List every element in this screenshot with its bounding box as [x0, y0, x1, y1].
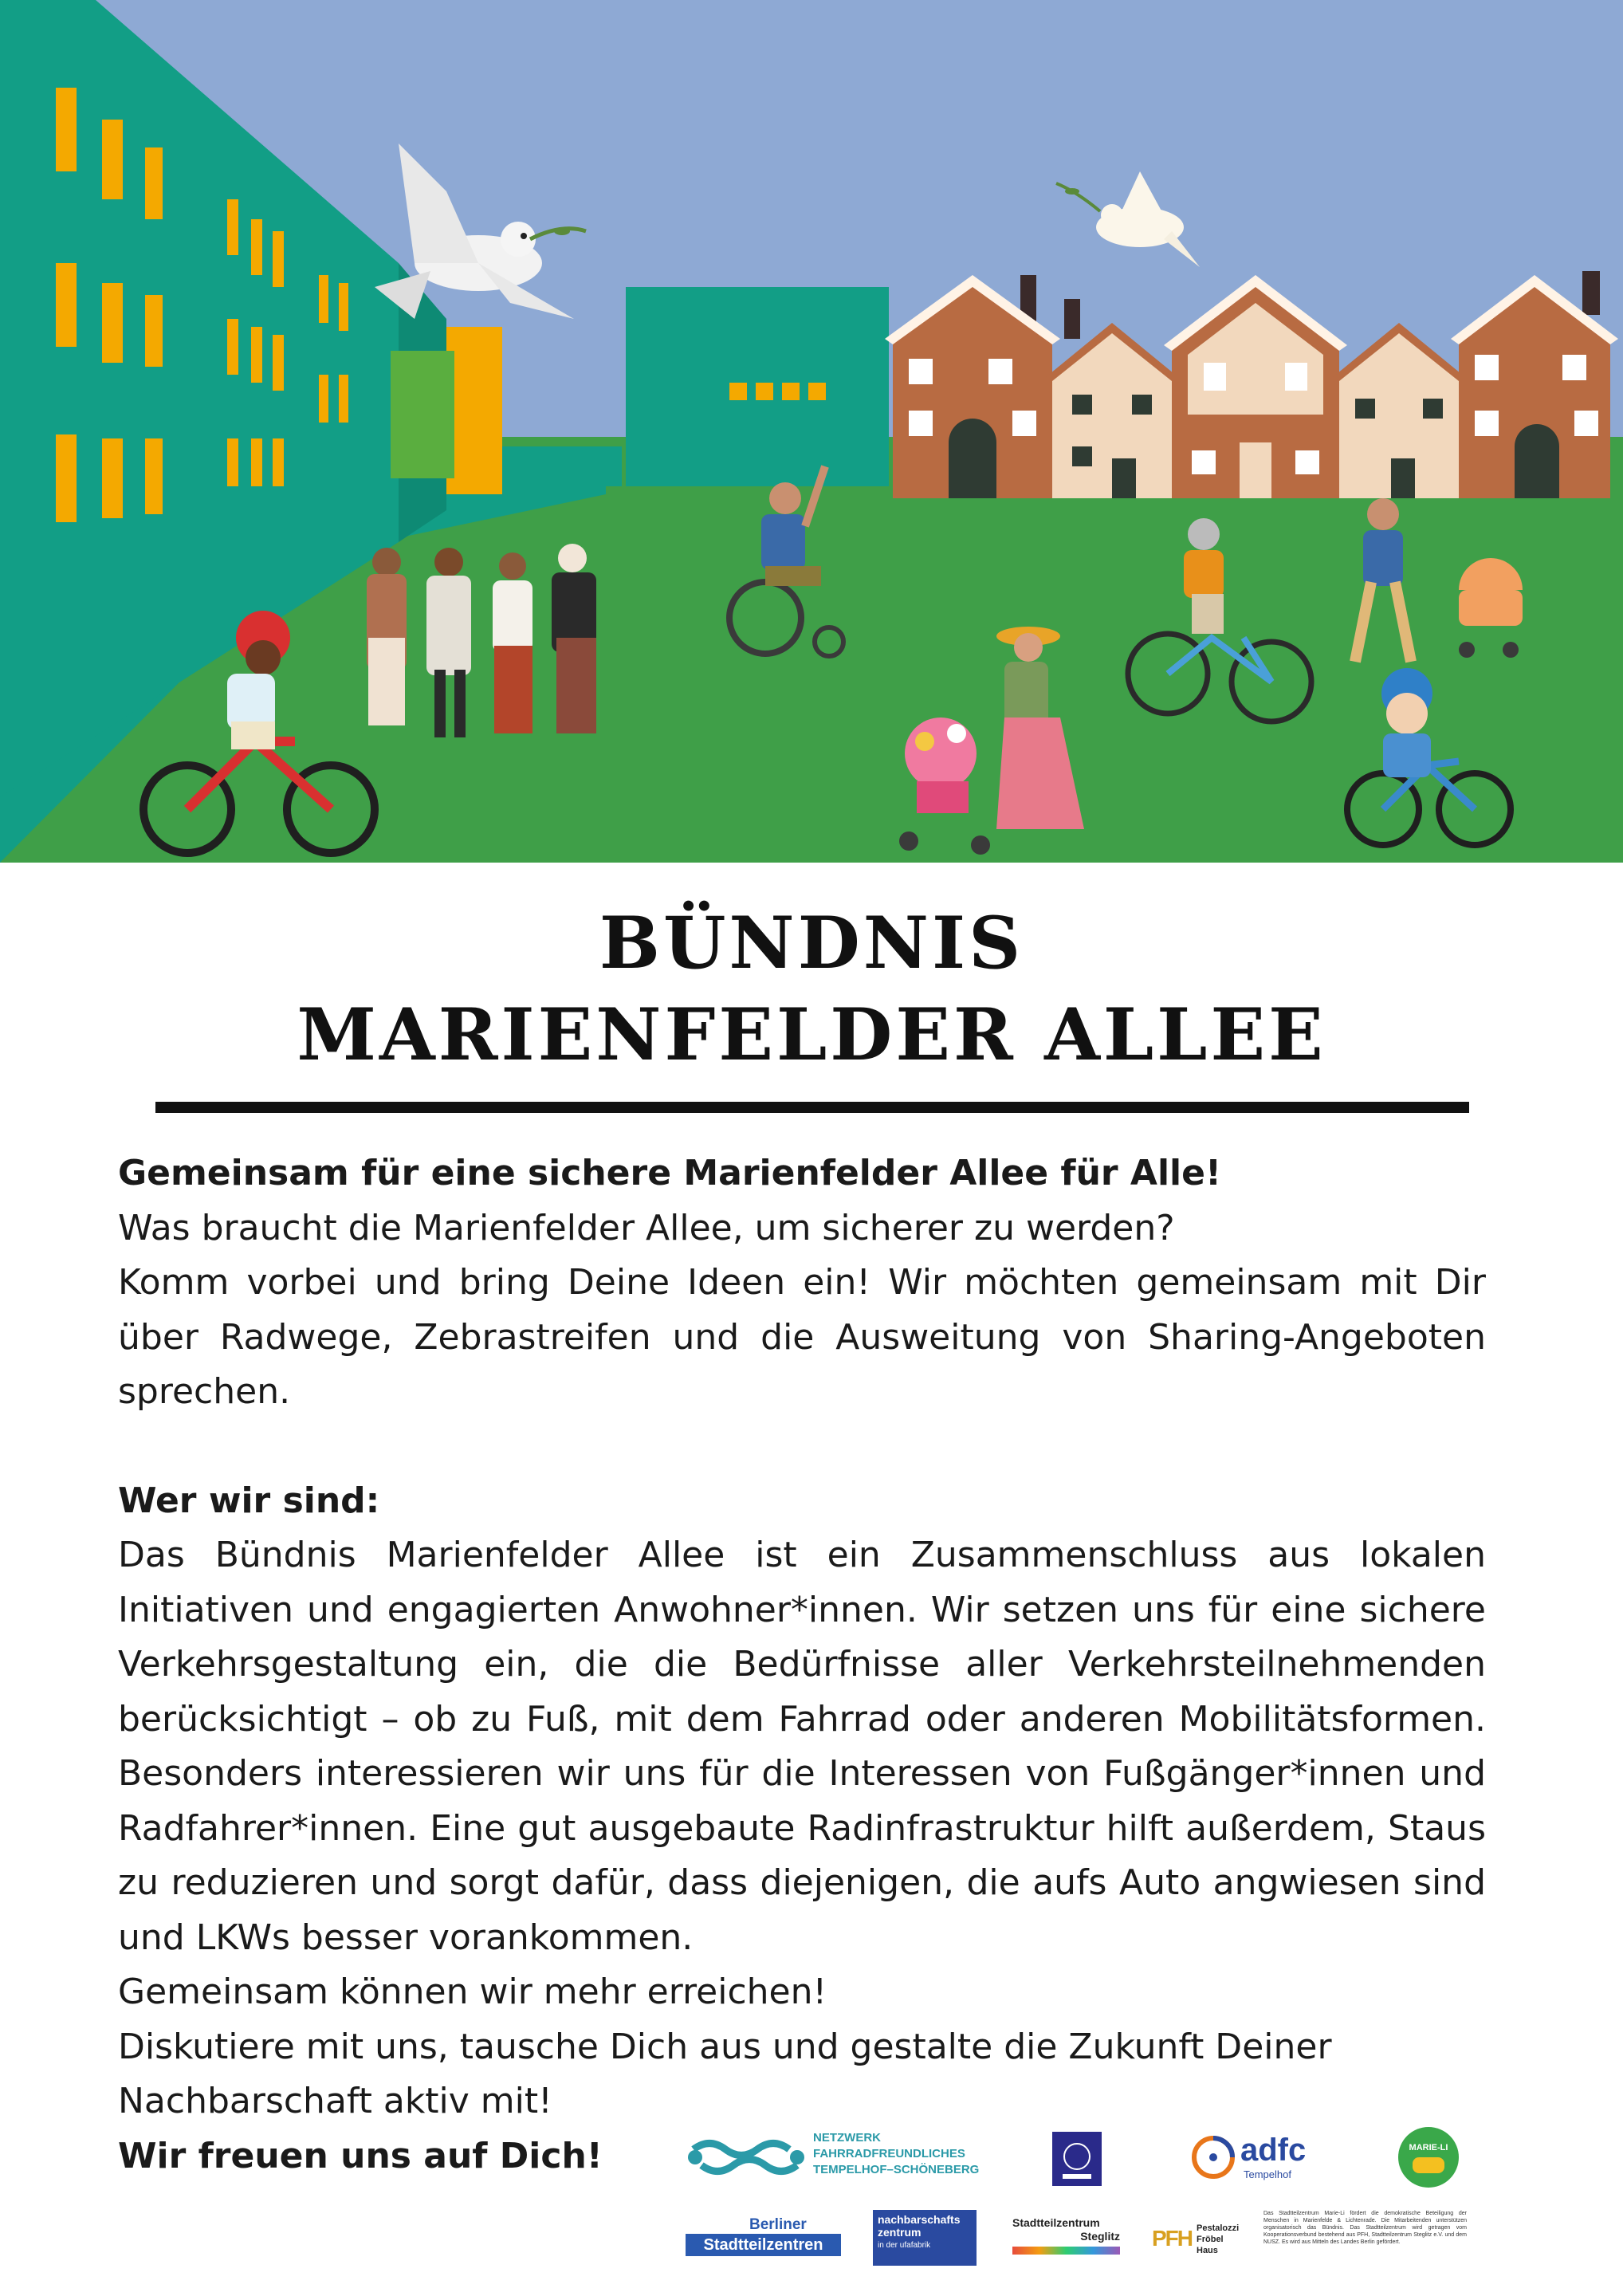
nachbar-line-3: in der ufafabrik — [878, 2241, 931, 2250]
logo-berliner-stadtteilzentren — [686, 2216, 841, 2258]
adfc-sub: Tempelhof — [1244, 2168, 1291, 2180]
nachbar-line-1: nachbarschafts — [878, 2213, 961, 2226]
discuss-text: Diskutiere mit uns, tausche Dich aus und gestalte die Zukunft Deiner — [118, 2026, 1332, 2067]
logo-nachbarschaftszentrum — [873, 2210, 977, 2266]
steglitz-line-1: Stadtteilzentrum — [1012, 2216, 1100, 2229]
row-houses — [885, 271, 1618, 498]
steglitz-people-icon — [1012, 2247, 1120, 2255]
logo-stadtteilzentrum-steglitz — [1012, 2216, 1120, 2264]
flyer-body — [118, 1146, 1486, 2184]
who-text: Das Bündnis Marienfelder Allee ist ein Zusammenschluss aus lokalen Initiativen und engagierten Anwohner*innen. Wir setzen uns für eine sichere Verkehrsgestaltung ein, die die Bedürfnisse aller Verkehrsteilnehmenden berücksichtigt – ob zu Fuß, mit dem Fahrrad oder anderen Mobilitätsformen. Besonders interessieren wir uns für die Interessen von Fußgänger*innen und Radfahrer*innen. Eine gut ausgebaute Radinfrastruktur hilft außerdem, Staus zu reduzieren und sorgt dafür, dass diejenigen, die aufs Auto angwiesen sind und LKWs besser vorankommen. — [118, 1535, 1486, 1958]
bike-chain-icon — [686, 2133, 805, 2181]
logo-netzwerk-fahrradfreundlich — [686, 2130, 988, 2186]
hero-illustration — [0, 0, 1623, 863]
netzwerk-line-2: FAHRRADFREUNDLICHES — [813, 2147, 965, 2160]
teal-side-building — [502, 446, 622, 486]
together-text: Gemeinsam können wir mehr erreichen! — [118, 1972, 827, 2012]
green-building — [391, 351, 454, 478]
logo-emblem — [1052, 2132, 1102, 2186]
adfc-ring-icon — [1188, 2132, 1239, 2183]
adfc-name: adfc — [1240, 2133, 1307, 2168]
nachbar-line-2: zentrum — [878, 2226, 922, 2239]
emblem-icon — [1055, 2134, 1099, 2184]
closing-text: Wir freuen uns auf Dich! — [118, 2135, 603, 2176]
yellow-building — [446, 327, 502, 494]
who-heading: Wer wir sind: — [118, 1480, 380, 1521]
marieli-label: MARIE-LI — [1409, 2143, 1448, 2152]
title-line-1: BÜNDNIS — [599, 901, 1024, 985]
pfh-line-2: Fröbel — [1197, 2235, 1224, 2244]
steglitz-line-2: Steglitz — [1080, 2230, 1120, 2243]
logo-pestalozzi-froebel-haus — [1152, 2223, 1248, 2264]
berliner-line-2: Stadtteilzentren — [686, 2234, 841, 2256]
body-heading: Gemeinsam für eine sichere Marienfelder Allee für Alle! — [118, 1153, 1222, 1193]
netzwerk-line-1: NETZWERK — [813, 2131, 881, 2145]
marieli-emblem — [1413, 2157, 1444, 2173]
netzwerk-line-3: TEMPELHOF–SCHÖNEBERG — [813, 2163, 980, 2176]
teal-block-building — [626, 287, 889, 486]
pfh-mark: PFH — [1152, 2226, 1192, 2251]
pfh-line-3: Haus — [1197, 2246, 1218, 2255]
berliner-line-1: Berliner — [749, 2216, 807, 2233]
logo-adfc — [1188, 2132, 1331, 2188]
title-divider — [155, 1102, 1469, 1113]
partner-logos — [678, 2121, 1483, 2280]
neighborhood-text: Nachbarschaft aktiv mit! — [118, 2081, 552, 2121]
pfh-line-1: Pestalozzi — [1197, 2223, 1240, 2233]
title-line-2: MARIENFELDER ALLEE — [297, 993, 1326, 1077]
body-invite: Komm vorbei und bring Deine Ideen ein! Wir möchten gemeinsam mit Dir über Radwege, Zebrastreifen und die Ausweitung von Sharing-Angeboten sprechen. — [118, 1262, 1486, 1412]
funding-disclaimer: Das Stadtteilzentrum Marie-Li fördert die demokratische Beteiligung der Menschen in Marienfelde & Lichtenrade. Die Mitarbeitenden unterstützen organisatorisch das Bündnis. Das Stadtteilzentrum wird getragen vom Kooperationsverbund bestehend aus PFH, Stadtteilzentrum Steglitz e.V. und dem NUSZ. Es wird aus Mitteln des Landes Berlin gefördert. — [1263, 2211, 1467, 2245]
body-question: Was braucht die Marienfelder Allee, um sicherer zu werden? — [118, 1207, 1175, 1248]
logo-marie-li — [1398, 2127, 1459, 2188]
